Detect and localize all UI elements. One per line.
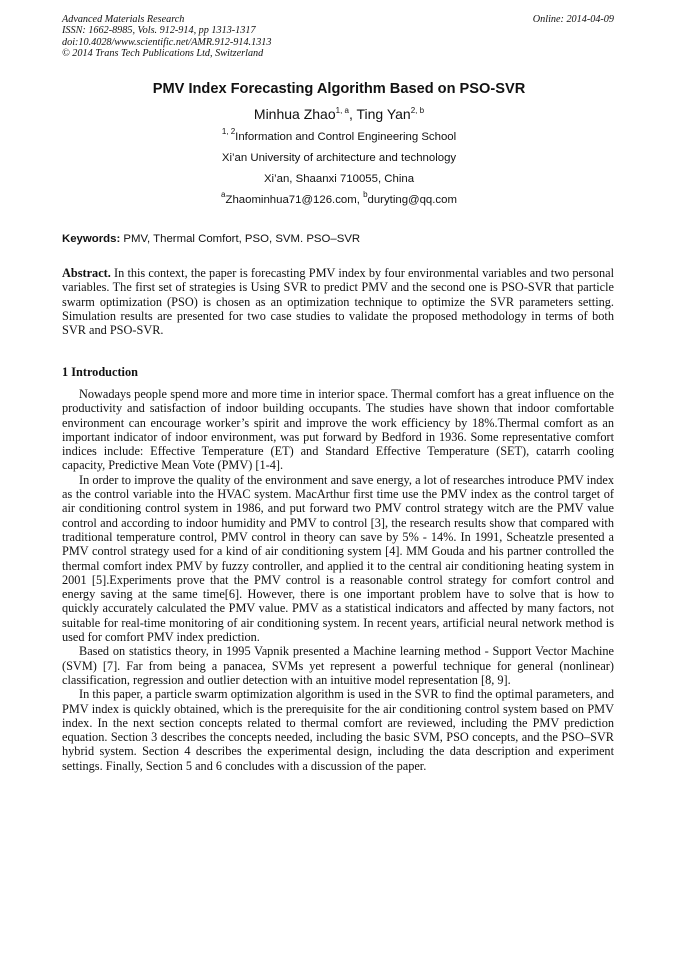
author-separator: , (348, 106, 357, 122)
email-address: Zhaominhua71@126.com, (225, 194, 364, 206)
paragraph: Based on statistics theory, in 1995 Vapnik presented a Machine learning method - Support Vector Machine (SVM) [7]. Far from being a panacea, SVMs yet represent a powerful technique for general (nonlinear) classification, regression and outlier detection with an intuitive model representation [8, 9]. (62, 644, 614, 687)
keywords-label: Keywords: (62, 233, 121, 245)
paragraph: In order to improve the quality of the environment and save energy, a lot of researches introduce PMV index as the control variable into the HVAC system. MacArthur first time use the PMV index as the control target of air conditioning control system in 1986, and put forward two PMV control strategy witch are the PMV value control and according to indoor humidity and PMV to control [3], the research results show that compared with traditional temperature control, PMV control in theory can save by 5% - 14%. In 1991, Scheatzle presented a PMV control strategy used for a kind of air conditioning system [4]. MM Gouda and his partner controlled the thermal comfort index PMV by fuzzy controller, and applied it to the central air conditioning heating system in 2001 [5].Experiments prove that the PMV control is a reasonable control strategy for comfort control and energy saving at the same time[6]. However, there is one important problem have to solve that is how to quickly accurately calculated the PMV value. PMV as a statistical indicators and affected by many factors, not suitable for real-time monitoring of air conditioning system. In recent years, artificial neural network method is used for comfort PMV index prediction. (62, 472, 614, 645)
author-line (0, 106, 678, 122)
email-superscript: b (363, 190, 368, 199)
author-name: Ting Yan (356, 106, 411, 122)
affiliation-line: Xi’an, Shaanxi 710055, China (263, 173, 415, 185)
paragraph: In this paper, a particle swarm optimization algorithm is used in the SVR to find the optimal parameters, and PMV index is quickly obtained, which is the prerequisite for the air conditioning control system based on PMV index. In the next section concepts related to thermal comfort are reviewed, including the PMV prediction equation. Section 3 describes the concepts needed, including the basic SVM, PSO concepts, and the PSO–SVR hybrid system. Section 4 describes the experimental design, including the data description and experiment settings. Finally, Section 5 and 6 concludes with a discussion of the paper. (62, 687, 614, 773)
email-line (0, 190, 678, 206)
abstract (62, 266, 614, 337)
abstract-text: In this context, the paper is forecasting PMV index by four environmental variables and two personal variables. The first set of strategies is Using SVR to predict PMV and the second one is PSO-SVR that particle swarm optimization (PSO) is chosen as an optimization technique to optimize the SVR parameters setting. Simulation results are presented for two case studies to validate the proposed methodology in terms of both SVR and PSO-SVR. (62, 266, 614, 338)
publication-info (62, 14, 271, 60)
affiliation-line (0, 127, 678, 143)
email-address: duryting@qq.com (367, 194, 457, 206)
affiliation-text: Information and Control Engineering School (235, 131, 457, 143)
abstract-label: Abstract. (62, 266, 111, 280)
keywords-text: PMV, Thermal Comfort, PSO, SVM. PSO–SVR (120, 233, 361, 245)
issn-line: ISSN: 1662-8985, Vols. 912-914, pp 1313-1317 (62, 25, 256, 37)
section-heading: 1 Introduction (62, 365, 138, 379)
journal-name: Advanced Materials Research (62, 14, 185, 25)
keywords (62, 233, 360, 245)
affiliation-line: Xi’an University of architecture and technology (221, 152, 457, 164)
email-superscript: a (221, 190, 226, 199)
author-superscript: 1, a (335, 106, 349, 115)
section-body (62, 387, 614, 773)
author-name: Minhua Zhao (253, 106, 336, 122)
doi-line: doi:10.4028/www.scientific.net/AMR.912-914.1313 (62, 36, 272, 48)
paragraph: Nowadays people spend more and more time in interior space. Thermal comfort has a great influence on the productivity and satisfaction of indoor building occupants. The studies have shown that indoor comfortable environment can encourage worker’s spirit and improve the work efficiency by 18%.Thermal comfort as an important indicator of indoor environment, was put forward by Bedford in 1936. Some representative comfort indices include: Effective Temperature (ET) and Standard Effective Temperature (SET), catarrh cooling capacity, Predictive Mean Vote (PMV) [1-4]. (62, 387, 614, 473)
affiliation-superscript: 1, 2 (221, 127, 236, 136)
online-date: Online: 2014-04-09 (532, 14, 614, 25)
paper-title: PMV Index Forecasting Algorithm Based on PSO-SVR (152, 81, 526, 97)
author-superscript: 2, b (410, 106, 425, 115)
copyright-line: © 2014 Trans Tech Publications Ltd, Switzerland (62, 48, 264, 60)
